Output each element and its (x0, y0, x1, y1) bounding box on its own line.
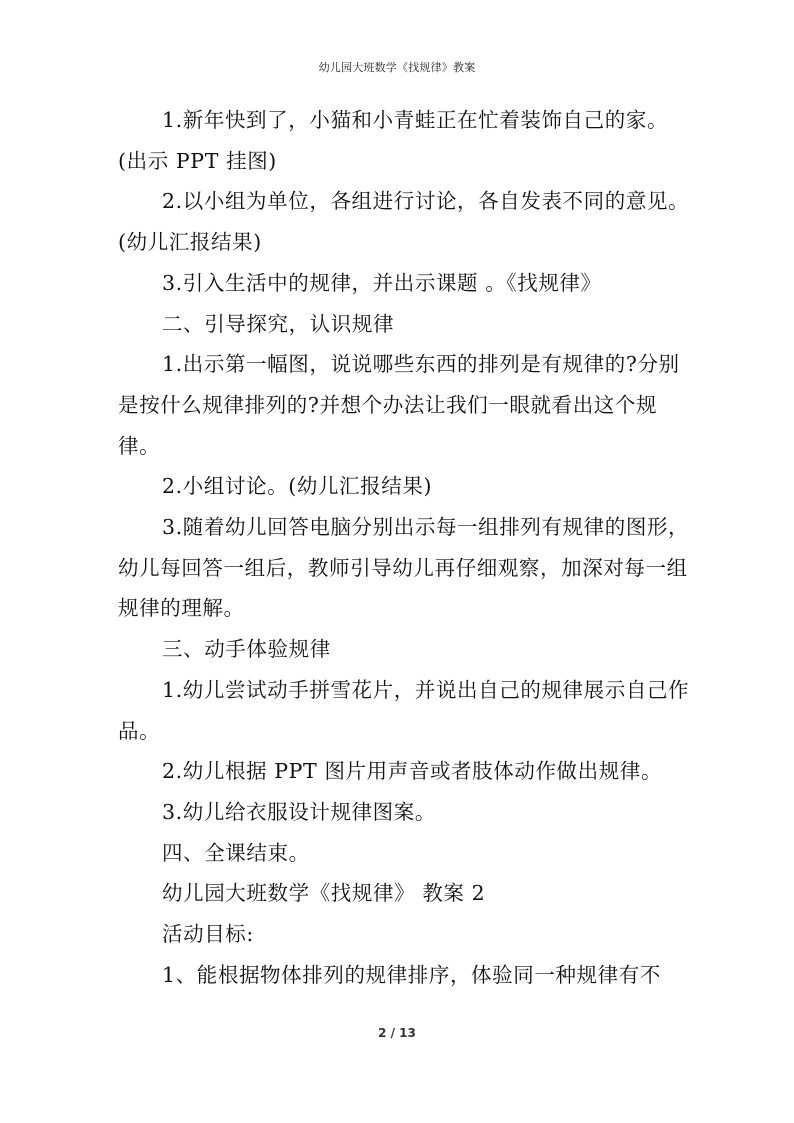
paragraph-2: 2.以小组为单位，各组进行讨论，各自发表不同的意见。(幼儿汇报结果) (118, 189, 690, 255)
paragraph-15: 1、能根据物体排列的规律排序，体验同一种规律有不 (162, 962, 661, 987)
paragraph-1: 1.新年快到了，小猫和小青蛙正在忙着装饰自己的家。(出示 PPT 挂图) (118, 108, 669, 173)
page-header: 幼儿园大班数学《找规律》教案 (318, 61, 476, 74)
paragraph-10: 2.幼儿根据 PPT 图片用声音或者肢体动作做出规律。 (162, 759, 663, 784)
paragraph-5: 1.出示第一幅图，说说哪些东西的排列是有规律的?分别是按什么规律排列的?并想个办法让我们一眼就看出这个规律。 (118, 352, 680, 458)
activity-goals-heading: 活动目标: (162, 922, 254, 947)
section-heading-3: 三、动手体验规律 (162, 637, 331, 662)
page-number: 2 / 13 (378, 1026, 416, 1040)
paragraph-11: 3.幼儿给衣服设计规律图案。 (162, 799, 436, 824)
lesson-plan-2-title: 幼儿园大班数学《找规律》 教案 2 (162, 881, 486, 906)
section-heading-2: 二、引导探究，认识规律 (162, 311, 395, 336)
paragraph-7: 3.随着幼儿回答电脑分别出示每一组排列有规律的图形，幼儿每回答一组后，教师引导幼儿再仔细观察，加深对每一组规律的理解。 (118, 515, 690, 621)
document-body (118, 100, 690, 995)
paragraph-9: 1.幼儿尝试动手拼雪花片，并说出自己的规律展示自己作品。 (118, 677, 690, 743)
section-heading-4: 四、全课结束。 (162, 840, 310, 865)
paragraph-3: 3.引入生活中的规律，并出示课题 。《找规律》 (162, 270, 602, 295)
paragraph-6: 2.小组讨论。(幼儿汇报结果) (162, 474, 433, 499)
